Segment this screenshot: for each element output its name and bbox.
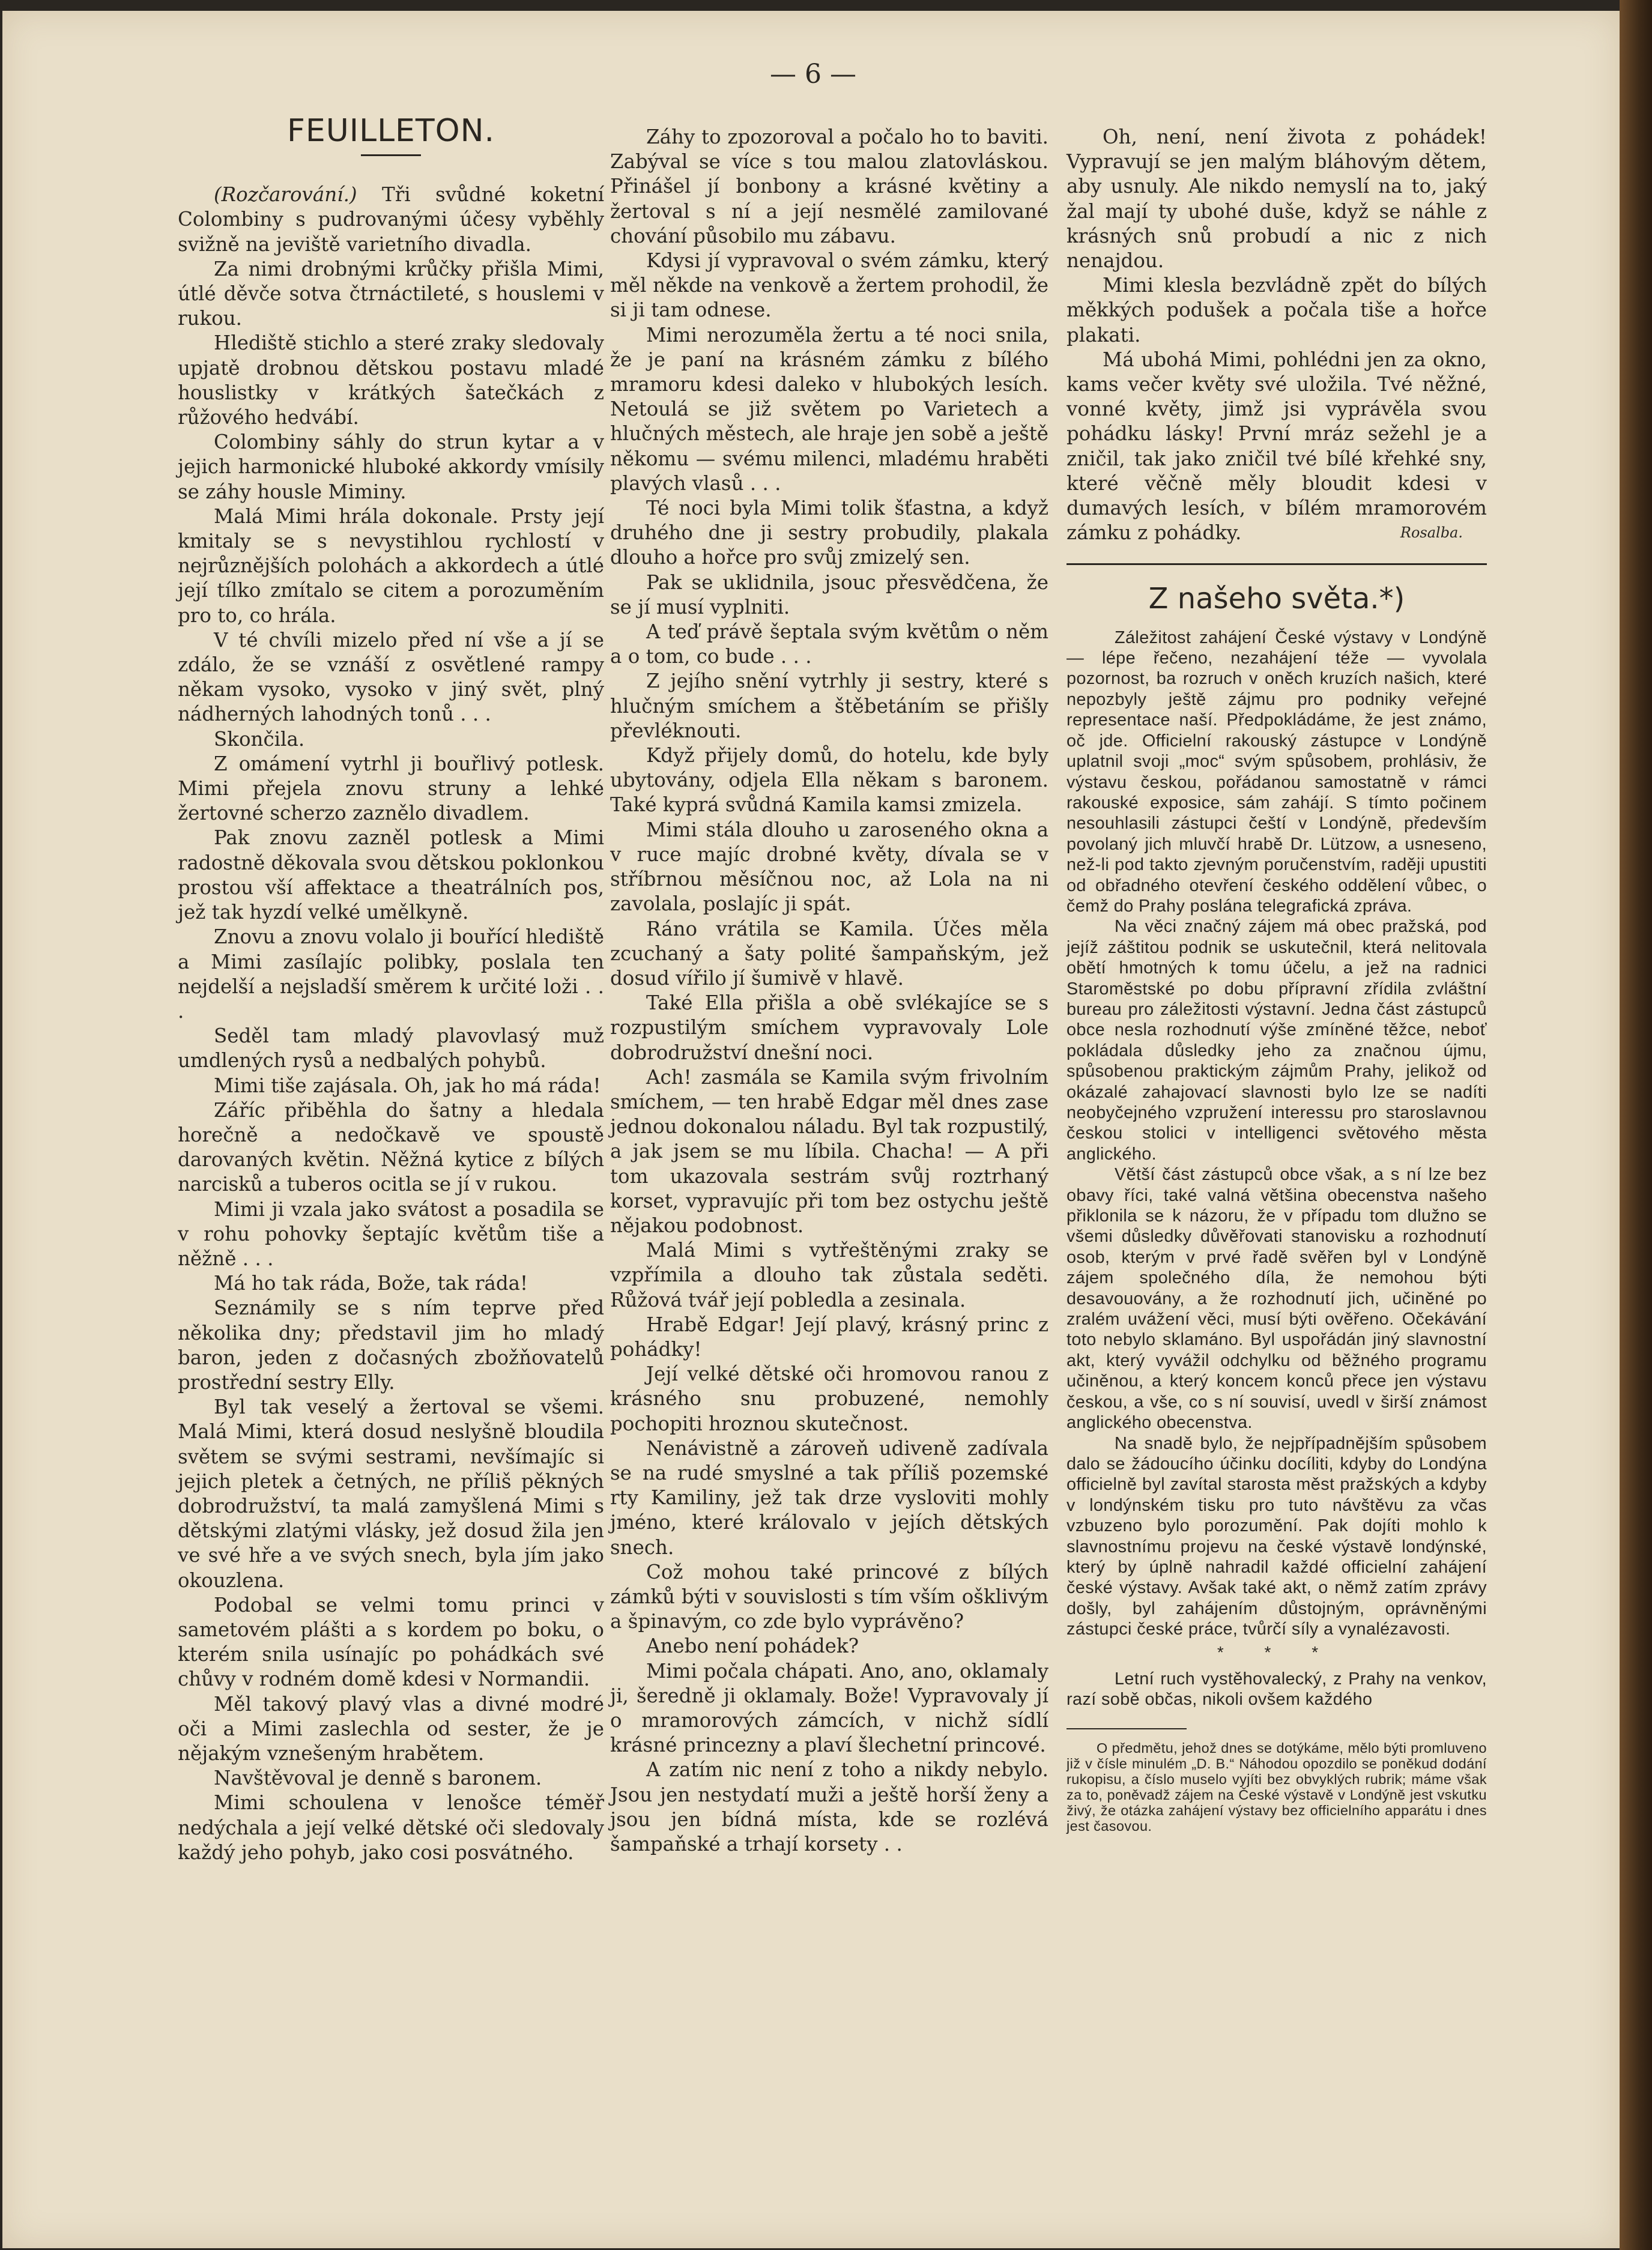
paragraph: Ach! zasmála se Kamila svým frivolním smíchem, — ten hrabě Edgar měl dnes zase jednou dokonalou náladu. Byl tak rozpustilý, a jak jsem se mu líbila. Chacha! — A při tom ukazovala sestrám svůj roztrhaný korset, vypravujíc při tom bez ostychu ještě nějakou podobnost. [610, 1065, 1048, 1237]
binding-edge [1620, 0, 1652, 2250]
news-paragraph: Větší část zástupců obce však, a s ní lze bez obavy říci, také valná většina obecenstva našeho přiklonila se k názoru, že v případu tom dlužno se všemi důsledky důvěřovati stanovisku a rozhodnutí osob, kterým v prvé řadě svěřen byl v Londýně zájem společného díla, že nemohou býti desavouovány, a že rozhodnutí jich, učiněné po zralém uvážení věci, musí býti ověřeno. Očekávání toto nebylo sklamáno. Byl uspořádán jiný slavnostní akt, který vyvážil odchylku od běžného programu učiněnou, a který koncem konců přece jen výstavu českou, a vše, co s ní souvisí, uvedl v širší známost anglického obecenstva. [1067, 1165, 1487, 1433]
paragraph: Podobal se velmi tomu princi v sametovém plášti a s kordem po boku, o kterém snila usínajíc po pohádkách své chůvy v rodném domě kdesi v Normandii. [178, 1593, 604, 1691]
signature: Rosalba. [1400, 524, 1463, 542]
paragraph: Má ho tak ráda, Bože, tak ráda! [214, 1272, 528, 1295]
news-paragraph: Letní ruch vystěhovalecký, z Prahy na venkov, razí sobě občas, nikoli ovšem každého [1067, 1669, 1487, 1710]
news-paragraph: Záležitost zahájení České výstavy v Londýně — lépe řečeno, nezahájení téže — vyvolala pozornost, ba rozruch v oněch kruzích našich, které nepozbyly ještě zájmu pro podniky veřejné representace naší. Předpokládáme, že jest známo, oč jde. Officielní rakouský zástupce v Londýně uplatnil svoji „moc“ svým spůsobem, prohlásiv, že výstavu českou, pořádanou samostatně v rámci rakouské exposice, sám zahájí. S tímto počinem nesouhlasili zástupci čeští v Londýně, především povolaný jich mluvčí hrabě Dr. Lützow, a usneseno, než-li pod takto zjevným poručenstvím, raději upustiti od obřadného otevření českého oddělení vůbec, o čemž do Prahy poslána telegrafická zpráva. [1067, 628, 1487, 916]
paragraph: Za nimi drobnými krůčky přišla Mimi, útlé děvče sotva čtrnáctileté, s houslemi v rukou. [178, 257, 604, 330]
paragraph: A teď právě šeptala svým květům o něm a o tom, co bude . . . [610, 620, 1048, 668]
news-section-title: Z našeho světa.*) [1148, 582, 1405, 616]
paragraph: Navštěvoval je denně s baronem. [214, 1767, 542, 1790]
feuilleton-lead [178, 183, 604, 257]
paragraph: Pak znovu zazněl potlesk a Mimi radostně děkovala svou dětskou poklonkou prostou vší affektace a theatrálních pos, jež tak hyzdí velké umělkyně. [178, 826, 604, 924]
newspaper-page [2, 11, 1620, 2248]
paragraph: Znovu a znovu volalo ji bouřící hlediště a Mimi zasílajíc polibky, poslala ten nejdelší a nejsladší směrem k určité loži . . . [178, 925, 604, 1023]
paragraph: Byl tak veselý a žertoval se všemi. Malá Mimi, která dosud neslyšně bloudila světem se svými sestrami, nevšímajíc si jejich pletek a četných, ne příliš pěkných dobrodružství, ta malá zamyšlená Mimi s dětskými zlatými vlásky, jež dosud žila jen ve své hře a ve svých snech, byla jím jako okouzlena. [178, 1396, 604, 1592]
paragraph: Z omámení vytrhl ji bouřlivý potlesk. Mimi přejela znovu struny a lehké žertovné scherzo zaznělo divadlem. [178, 752, 604, 825]
footnote: O předmětu, jehož dnes se dotýkáme, mělo býti promluveno již v čísle minulém „D. B.“ Náhodou opozdilo se poněkud dodání rukopisu, a číslo muselo vyjíti bez obvyklých rubrik; máme však za to, poněvadž zájem na České výstavě v Londýně jest vskutku živý, že otázka zahájení výstavy bez officielního apparátu i dnes jest časovou. [1067, 1740, 1487, 1834]
paragraph: Měl takový plavý vlas a divné modré oči a Mimi zaslechla od sester, že je nějakým vznešeným hrabětem. [178, 1692, 604, 1765]
paragraph: Colombiny sáhly do strun kytar a v jejich harmonické hluboké akkordy vmísily se záhy housle Miminy. [178, 431, 604, 503]
news-paragraph: Na věci značný zájem má obec pražská, pod jejíž záštitou podnik se uskutečnil, která nelitovala obětí hmotných k tomu účelu, a jež na radnici Staroměstské po dobu přípravní zřídila zvláštní bureau pro záležitosti výstavní. Jedna část zástupců obce nesla rozhodnutí výše zmíněné těžce, neboť pokládala důsledky jeho za značnou újmu, spůsobenou praktickým zájmům Prahy, jelikož od okázalé zahajovací slavnosti bylo lze se nadíti neobyčejného vzpružení interessu pro staroslavnou českou stolici v intelligenci světového města anglického. [1067, 917, 1487, 1164]
paragraph: Hrabě Edgar! Její plavý, krásný princ z pohádky! [610, 1313, 1048, 1361]
paragraph: Malá Mimi s vytřeštěnými zraky se vzpřímila a dlouho tak zůstala seděti. Růžová tvář její pobledla a zesinala. [610, 1239, 1048, 1311]
paragraph: Záhy to zpozoroval a počalo ho to baviti. Zabýval se více s tou malou zlatovláskou. Přinášel jí bonbony a krásné květiny a žertoval s ní a její nesmělé zamilované chování působilo mu zábavu. [610, 126, 1048, 247]
paragraph: Mimi ji vzala jako svátost a posadila se v rohu pohovky šeptajíc květům tiše a něžně . . . [178, 1197, 604, 1270]
paragraph: Mimi tiše zajásala. Oh, jak ho má ráda! [214, 1074, 601, 1097]
news-paragraph: Na snadě bylo, že nejpřípadnějším spůsobem dalo se žádoucího účinku docíliti, kdyby do Londýna officielně byl zavítal starosta měst pražských a kdyby v londýnském tisku pro tuto návštěvu za včas vzbuzeno bylo porozumění. Pak dojíti mohlo k slavnostnímu projevu na české výstavě londýnské, který by úplně nahradil každé officielní zahájení české výstavy. Avšak také akt, o němž zatím zprávy došly, byl zahájením důstojným, oprávněnými zástupci české práce, tvůrčí síly a vynalézavosti. [1067, 1433, 1487, 1639]
paragraph: Její velké dětské oči hromovou ranou z krásného snu probuzené, nemohly pochopiti hroznou skutečnost. [610, 1362, 1048, 1435]
paragraph: Z jejího snění vytrhly ji sestry, které s hlučným smíchem a štěbetáním se přišly převléknouti. [610, 670, 1048, 742]
feuilleton-title: FEUILLETON. [286, 113, 495, 149]
lead-rest: Tři svůdné koketní Colombiny s pudrovanými účesy vyběhly svižně na jeviště varietního divadla. [178, 183, 604, 256]
paragraph: Mimi stála dlouho u zaroseného okna a v ruce majíc drobné květy, dívala se v stříbrnou měsíčnou noc, až Lola na ni zavolala, poslajíc ji spát. [610, 818, 1048, 916]
footnote-rule [1067, 1728, 1187, 1729]
paragraph: Záříc přiběhla do šatny a hledala horečně a nedočkavě ve spoustě darovaných květin. Něžná kytice z bílých narcisků a tuberos ocitla se jí v rukou. [178, 1098, 604, 1196]
section-divider [1067, 563, 1487, 565]
paragraph: Kdysi jí vypravoval o svém zámku, který měl někde na venkově a žertem prohodil, že si ji tam odnese. [610, 249, 1048, 322]
column-3 [1067, 125, 1487, 1834]
paragraph: Malá Mimi hrála dokonale. Prsty její kmitaly se s nevystihlou rychlostí v nejrůznějších polohách a akkordech a útlé její tílko zmítalo se citem a porozuměním pro to, co hrála. [178, 504, 604, 627]
paragraph: Oh, není, není života z pohádek! Vypravují se jen malým bláhovým dětem, aby usnuly. Ale nikdo nemyslí na to, jaký žal mají ty ubohé duše, když se náhle z krásných snů probudí a nic z nich nenajdou. [1067, 126, 1487, 273]
paragraph: Také Ella přišla a obě svlékajíce se s rozpustilým smíchem vypravovaly Lole dobrodružství dnešní noci. [610, 991, 1048, 1064]
page-number: — 6 — [770, 59, 856, 89]
paragraph: Ráno vrátila se Kamila. Účes měla zcuchaný a šaty polité šampaňským, jež dosud vířilo jí šumivě v hlavě. [610, 917, 1048, 990]
paragraph: Seznámily se s ním teprve před několika dny; představil jim ho mladý baron, jeden z dočasných zbožňovatelů prostřední sestry Elly. [178, 1296, 604, 1394]
column-1 [178, 113, 604, 1865]
news-section [1067, 628, 1487, 1834]
paragraph: Skončila. [214, 727, 305, 751]
paragraph: Mimi klesla bezvládně zpět do bílých měkkých podušek a počala tiše a hořce plakati. [1067, 274, 1487, 346]
paragraph-text: Má ubohá Mimi, pohlédni jen za okno, kams večer květy své uložila. Tvé něžné, vonné květy, jimž jsi vyprávěla svou pohádku lásky! První mráz sežehl je a zničil, tak jako zničil tvé bílé křehké sny, které věčně měly bloudit kdesi v dumavých lesích, v bílém mramorovém zámku z pohádky. [1067, 348, 1487, 545]
paragraph: Mimi schoulena v lenošce téměř nedýchala a její velké dětské oči sledovaly každý jeho pohyb, jako cosi posvátného. [178, 1791, 604, 1864]
paragraph: Té noci byla Mimi tolik šťastna, a když druhého dne ji sestry probudily, plakala dlouho a hořce pro svůj zmizelý sen. [610, 497, 1048, 569]
paragraph: Pak se uklidnila, jsouc přesvědčena, že se jí musí vyplniti. [610, 570, 1048, 618]
paragraph [1067, 348, 1487, 546]
paragraph: Anebo není pohádek? [646, 1635, 859, 1658]
column-2 [610, 125, 1048, 1857]
paragraph: Seděl tam mladý plavovlasý muž umdlených rysů a nedbalých pohybů. [178, 1024, 604, 1072]
paragraph: Když přijely domů, do hotelu, kde byly ubytovány, odjela Ella někam s baronem. Také kyprá svůdná Kamila kamsi zmizela. [610, 744, 1048, 817]
asterism: * * * [1217, 1642, 1337, 1662]
paragraph: V té chvíli mizelo před ní vše a jí se zdálo, že se vznáší z osvětlené rampy někam vysoko, vysoko v jiný svět, plný nádherných lahodných tonů . . . [178, 628, 604, 726]
lead-italic: (Rozčarování.) [214, 183, 357, 207]
paragraph: A zatím nic není z toho a nikdy nebylo. Jsou jen nestydatí muži a ještě horší ženy a jsou jen bídná místa, kde se rozlévá šampaňské a trhají korsety . . [610, 1758, 1048, 1856]
paragraph: Nenávistně a zároveň udiveně zadívala se na rudé smyslné a tak příliš pozemské rty Kamiliny, jež tak drze vysloviti mohly jméno, které královalo v jejích dětských snech. [610, 1436, 1048, 1559]
title-rule [361, 154, 421, 156]
paragraph: Mimi nerozuměla žertu a té noci snila, že je paní na krásném zámku z bílého mramoru kdesi daleko v hlubokých lesích. Netoulá se již světem po Varietech a hlučných městech, ale hraje jen sobě a ještě někomu — svému milenci, mladému hraběti plavých vlasů . . . [610, 323, 1048, 495]
paragraph: Což mohou také princové z bílých zámků býti v souvislosti s tím vším ošklivým a špinavým, co zde bylo vyprávěno? [610, 1560, 1048, 1633]
paragraph: Hlediště stichlo a steré zraky sledovaly upjatě drobnou dětskou postavu mladé houslistky v krátkých šatečkách z růžového hedvábí. [178, 331, 604, 429]
paragraph: Mimi počala chápati. Ano, ano, oklamaly ji, šeredně ji oklamaly. Bože! Vypravovaly jí o mramorových zámcích, v nichž sídlí krásné princezny a plaví šlechetní princové. [610, 1659, 1048, 1757]
